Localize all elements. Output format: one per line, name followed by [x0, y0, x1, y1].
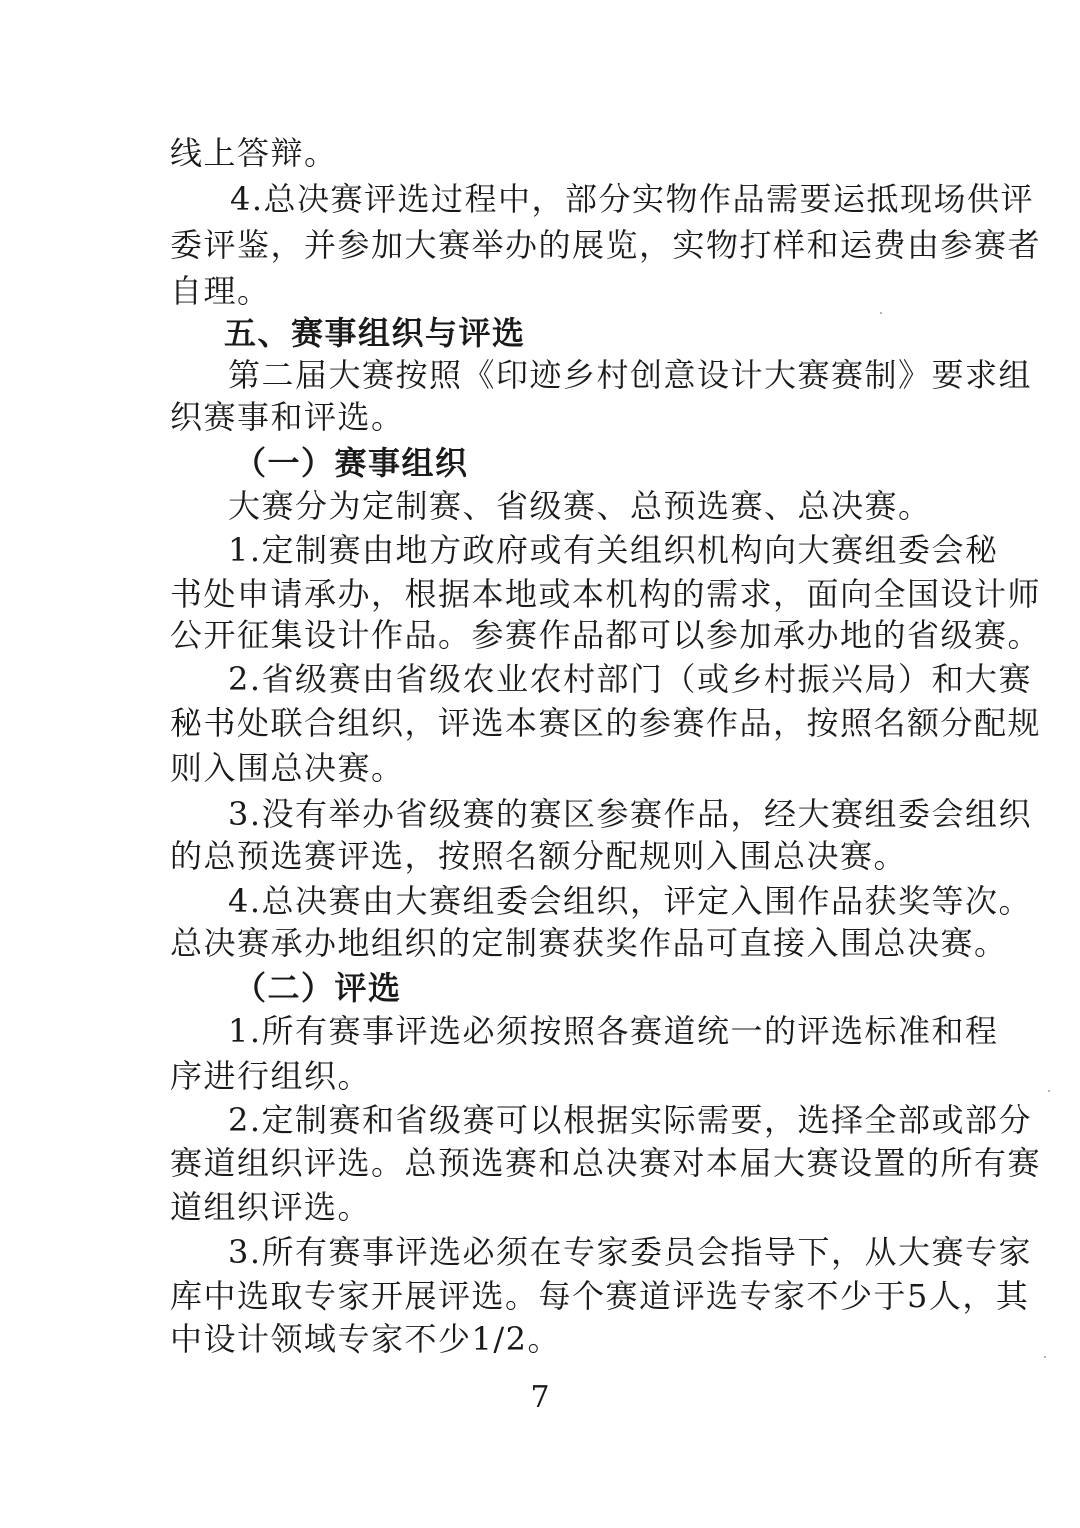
paragraph-line: 第二届大赛按照《印迹乡村创意设计大赛赛制》要求组: [228, 356, 1033, 394]
paragraph-line: 1.定制赛由地方政府或有关组织机构向大赛组委会秘: [228, 531, 999, 569]
paragraph-line: 序进行组织。: [170, 1057, 372, 1095]
paragraph-line: 大赛分为定制赛、省级赛、总预选赛、总决赛。: [228, 487, 932, 525]
paragraph-line: 总决赛承办地组织的定制赛获奖作品可直接入围总决赛。: [170, 924, 1008, 962]
paragraph-line: 线上答辩。: [170, 134, 338, 172]
paragraph-line: 道组织评选。: [170, 1188, 372, 1226]
scan-speck: [1048, 1090, 1050, 1092]
section-heading: 五、赛事组织与评选: [224, 314, 526, 352]
paragraph-line: 1.所有赛事评选必须按照各赛道统一的评选标准和程: [228, 1012, 999, 1050]
subsection-heading: （一）赛事组织: [234, 444, 469, 482]
paragraph-line: 3.没有举办省级赛的赛区参赛作品，经大赛组委会组织: [228, 795, 1033, 833]
paragraph-line: 委评鉴，并参加大赛举办的展览，实物打样和运费由参赛者: [170, 226, 1042, 264]
page-number: 7: [530, 1380, 550, 1415]
paragraph-line: 4.总决赛由大赛组委会组织，评定入围作品获奖等次。: [228, 882, 1033, 920]
paragraph-line: 中设计领域专家不少1/2。: [170, 1320, 562, 1358]
paragraph-line: 赛道组织评选。总预选赛和总决赛对本届大赛设置的所有赛: [170, 1144, 1042, 1182]
paragraph-line: 自理。: [170, 272, 271, 310]
paragraph-line: 库中选取专家开展评选。每个赛道评选专家不少于5人，其: [170, 1277, 1030, 1315]
paragraph-line: 公开征集设计作品。参赛作品都可以参加承办地的省级赛。: [170, 616, 1042, 654]
scan-speck: [880, 312, 882, 314]
paragraph-line: 3.所有赛事评选必须在专家委员会指导下，从大赛专家: [228, 1233, 1033, 1271]
paragraph-line: 的总预选赛评选，按照名额分配规则入围总决赛。: [170, 837, 908, 875]
paragraph-line: 秘书处联合组织，评选本赛区的参赛作品，按照名额分配规: [170, 704, 1042, 742]
paragraph-line: 织赛事和评选。: [170, 398, 405, 436]
paragraph-line: 书处申请承办，根据本地或本机构的需求，面向全国设计师: [170, 575, 1042, 613]
paragraph-line: 则入围总决赛。: [170, 749, 405, 787]
paragraph-line: 4.总决赛评选过程中，部分实物作品需要运抵现场供评: [230, 180, 1035, 218]
subsection-heading: （二）评选: [234, 969, 402, 1007]
paragraph-line: 2.省级赛由省级农业农村部门（或乡村振兴局）和大赛: [228, 660, 1033, 698]
paragraph-line: 2.定制赛和省级赛可以根据实际需要，选择全部或部分: [228, 1101, 1033, 1139]
scan-speck: [1044, 1356, 1046, 1358]
